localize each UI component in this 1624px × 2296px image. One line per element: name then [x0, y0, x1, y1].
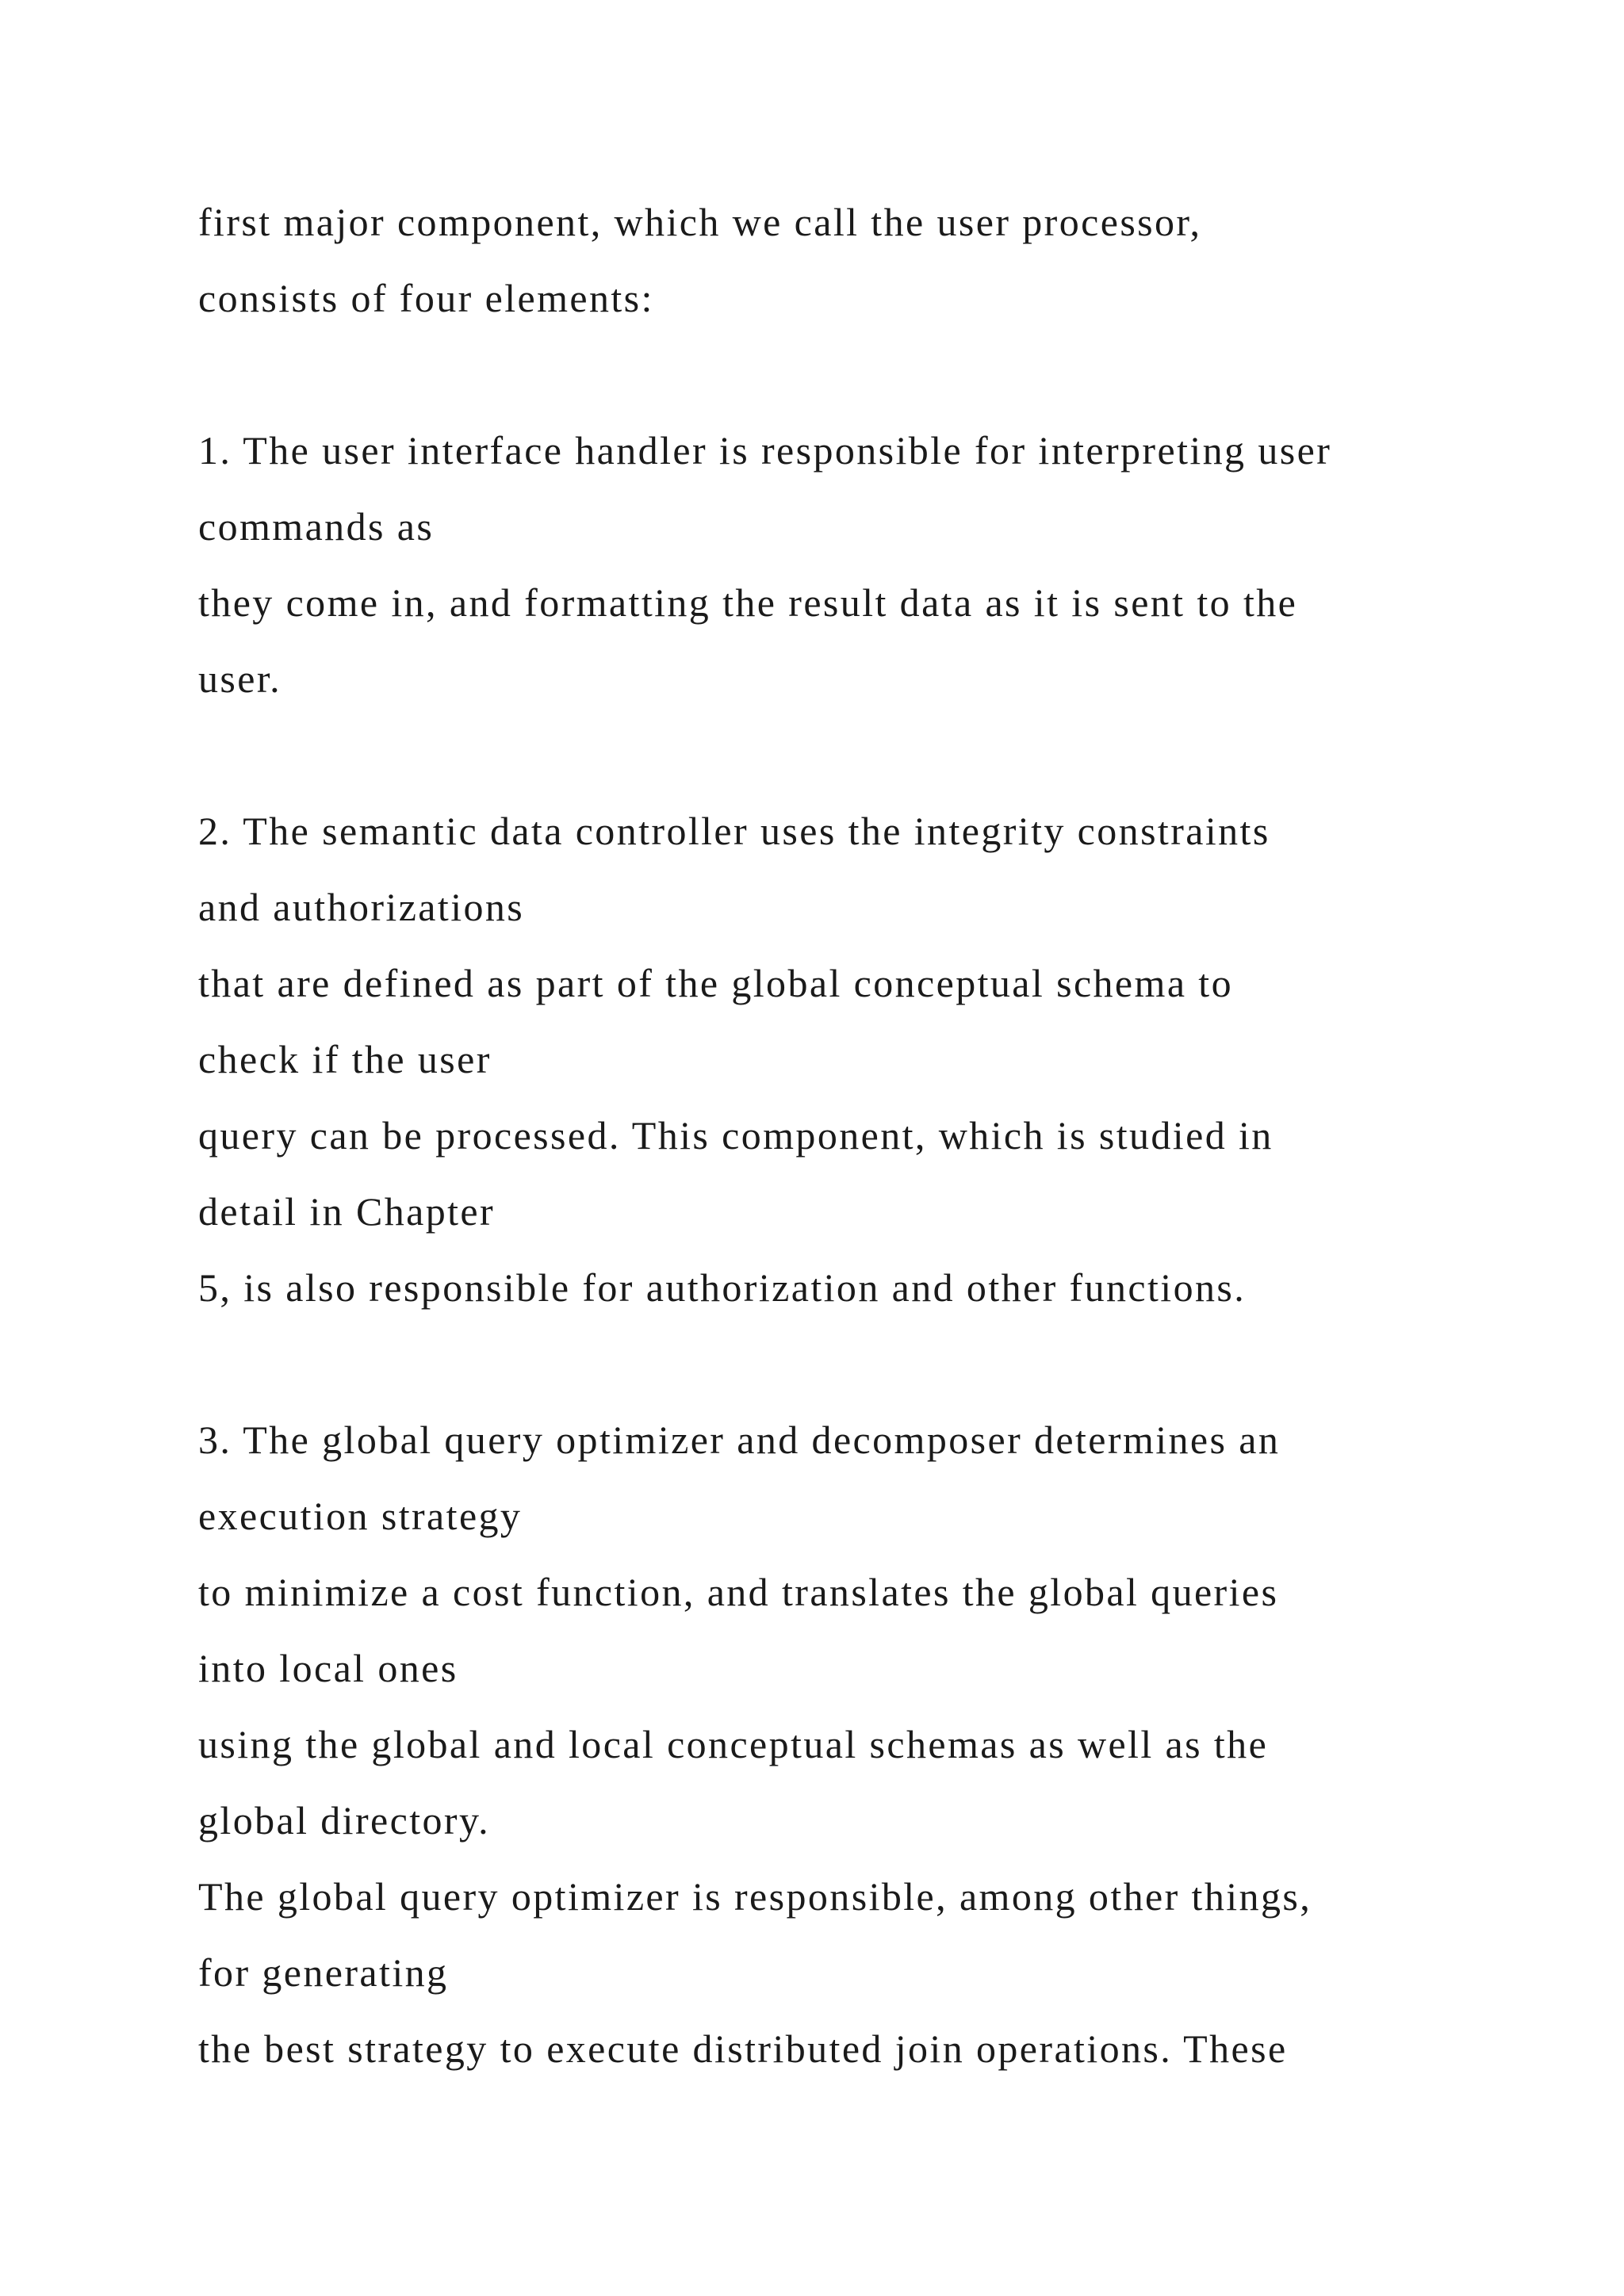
- text-line: query can be processed. This component, which is studied in: [198, 1113, 1274, 1158]
- text-line: 1. The user interface handler is responsible for interpreting user: [198, 428, 1332, 473]
- text-line: to minimize a cost function, and translates the global queries: [198, 1570, 1279, 1614]
- text-line: commands as: [198, 504, 435, 549]
- list-item-2: [198, 793, 1546, 1326]
- text-line: for generating: [198, 1950, 449, 1995]
- list-item-1: [198, 412, 1546, 717]
- text-line: 3. The global query optimizer and decomposer determines an: [198, 1418, 1281, 1462]
- text-line: into local ones: [198, 1646, 458, 1690]
- paragraph-spacer: [198, 1326, 1546, 1402]
- text-line: first major component, which we call the user processor,: [198, 200, 1202, 244]
- list-item-3: [198, 1402, 1546, 2087]
- intro-paragraph: [198, 184, 1546, 336]
- text-line: they come in, and formatting the result data as it is sent to the: [198, 580, 1298, 625]
- text-line: global directory.: [198, 1798, 490, 1843]
- text-line: and authorizations: [198, 885, 525, 929]
- text-line: The global query optimizer is responsible, among other things,: [198, 1874, 1312, 1919]
- text-line: 5, is also responsible for authorization and other functions.: [198, 1265, 1247, 1310]
- text-line: consists of four elements:: [198, 276, 654, 320]
- text-line: check if the user: [198, 1037, 492, 1081]
- text-line: that are defined as part of the global conceptual schema to: [198, 961, 1234, 1005]
- text-line: using the global and local conceptual schemas as well as the: [198, 1722, 1269, 1766]
- text-line: 2. The semantic data controller uses the integrity constraints: [198, 809, 1270, 853]
- text-line: user.: [198, 656, 282, 701]
- paragraph-spacer: [198, 717, 1546, 793]
- paragraph-spacer: [198, 336, 1546, 412]
- document-body: [198, 184, 1546, 2087]
- text-line: the best strategy to execute distributed join operations. These: [198, 2026, 1288, 2071]
- text-line: execution strategy: [198, 1494, 523, 1538]
- text-line: detail in Chapter: [198, 1189, 496, 1234]
